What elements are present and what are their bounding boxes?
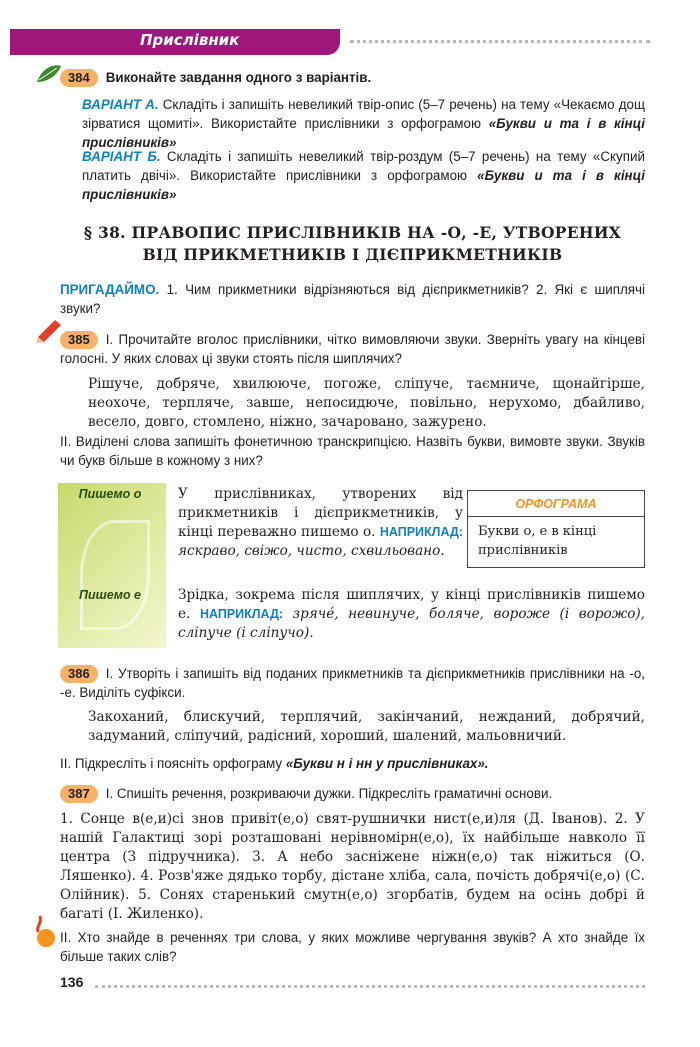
- footer-dotted-line: [95, 985, 645, 988]
- rule-label-o: Пишемо о: [78, 487, 142, 501]
- exercise-385-task2: ІІ. Виділені слова запишіть фонетичною транскрипцією. Назвіть букви, вимовте звуки. Звуків чи букв більше в кожному з них?: [60, 434, 645, 468]
- rule-text-o: У прислівниках, утворених від прикметників і дієприкметників, у кінці переважно пишемо о. НАПРИКЛАД: яскраво, свіжо, чисто, схвильовано.: [178, 486, 463, 559]
- question-icon: [32, 912, 58, 948]
- header-title: Прислівник: [140, 31, 240, 49]
- exercise-384-task: 384 Виконайте завдання одного з варіантів.: [60, 68, 645, 87]
- exercise-385-words: Рішуче, добряче, хвилююче, погоже, сліпуче, таємниче, щонайгірше, неохоче, терпляче, завше, непосидюче, повільно, нерухомо, дбайливо, весело, довго, стомлено, ніжно, зачаровано, зажурено.: [88, 376, 645, 430]
- exercise-385-task: 385 І. Прочитайте вголос прислівники, чітко вимовляючи звуки. Зверніть увагу на кінцеві голосні. У яких словах ці звуки стоять після шиплячих?: [60, 332, 645, 366]
- rule-label-e: Пишемо е: [79, 588, 141, 602]
- exercise-387-task: 387 І. Спишіть речення, розкриваючи дужки. Підкресліть граматичні основи.: [60, 784, 645, 803]
- exercise-386-task: 386 І. Утворіть і запишіть від поданих прикметників та дієприкметників прислівники на -о, -е. Виділіть суфікси.: [60, 666, 645, 700]
- decorative-leaf-icon: [80, 520, 150, 630]
- exercise-387-text: 1. Сонце в(е,и)сі знов привіт(е,о) свят-рушнички нист(е,и)ля (Д. Іванов). 2. У нашій Галактиці зорі розташовані нерівномірн(е,о), їх найбільше навколо її центра (З підручника). 3. А небо засніжене ніжн(е,о) так ніжиться (О. Ляшенко). 4. Розв'яже дядько торбу, дістане хліба, сала, почість добрячі(е,о) (С. Олійник). 5. Сонях старенький смутн(е,о) згорбатів, будем на осінь добрі й багаті (І. Жиленко).: [60, 811, 645, 922]
- exercise-386-task2: ІІ. Підкресліть і поясніть орфограму «Букви н і нн у прислівниках».: [60, 756, 489, 771]
- exercise-number: 384: [60, 69, 98, 87]
- leaf-icon: [35, 62, 63, 86]
- exercise-386-words: Закоханий, блискучий, терплячий, закінчаний, нежданий, добрячий, задуманий, сліпучий, радісний, хороший, шалений, мальовничий.: [88, 709, 645, 744]
- page-number: 136: [60, 974, 84, 990]
- recall-block: ПРИГАДАЙМО. 1. Чим прикметники відрізняються від дієприкметників? 2. Які є шиплячі звуки?: [60, 282, 645, 316]
- section-title: § 38. ПРАВОПИС ПРИСЛІВНИКІВ НА -О, -Е, УТВОРЕНИХ ВІД ПРИКМЕТНИКІВ І ДІЄПРИКМЕТНИКІВ: [83, 223, 622, 264]
- orthogram-box: ОРФОГРАМА Букви о, е в кінці прислівників: [467, 490, 645, 568]
- exercise-387-task2: ІІ. Хто знайде в реченнях три слова, у яких можливе чергування звуків? А хто знайде їх більше таких слів?: [60, 930, 645, 964]
- rule-text-e: Зрідка, зокрема після шиплячих, у кінці прислівників пишемо е. НАПРИКЛАД: зрячé, невинуче, боляче, вороже (і ворожо), сліпуче (і сліпучо).: [178, 587, 645, 641]
- exercise-384-variant-a: ВАРІАНТ А. Складіть і запишіть невеликий твір-опис (5–7 речень) на тему «Чекаємо дощ зірватися щомиті». Використайте прислівники з орфограмою «Букви и та і в кінці прислівників»: [82, 97, 646, 150]
- exercise-384-variant-b: ВАРІАНТ Б. Складіть і запишіть невеликий твір-роздум (5–7 речень) на тему «Скупий платить двічі». Використайте прислівники з орфограмою «Букви и та і в кінці прислівників»: [82, 149, 645, 202]
- header-dotted-line: [350, 40, 650, 43]
